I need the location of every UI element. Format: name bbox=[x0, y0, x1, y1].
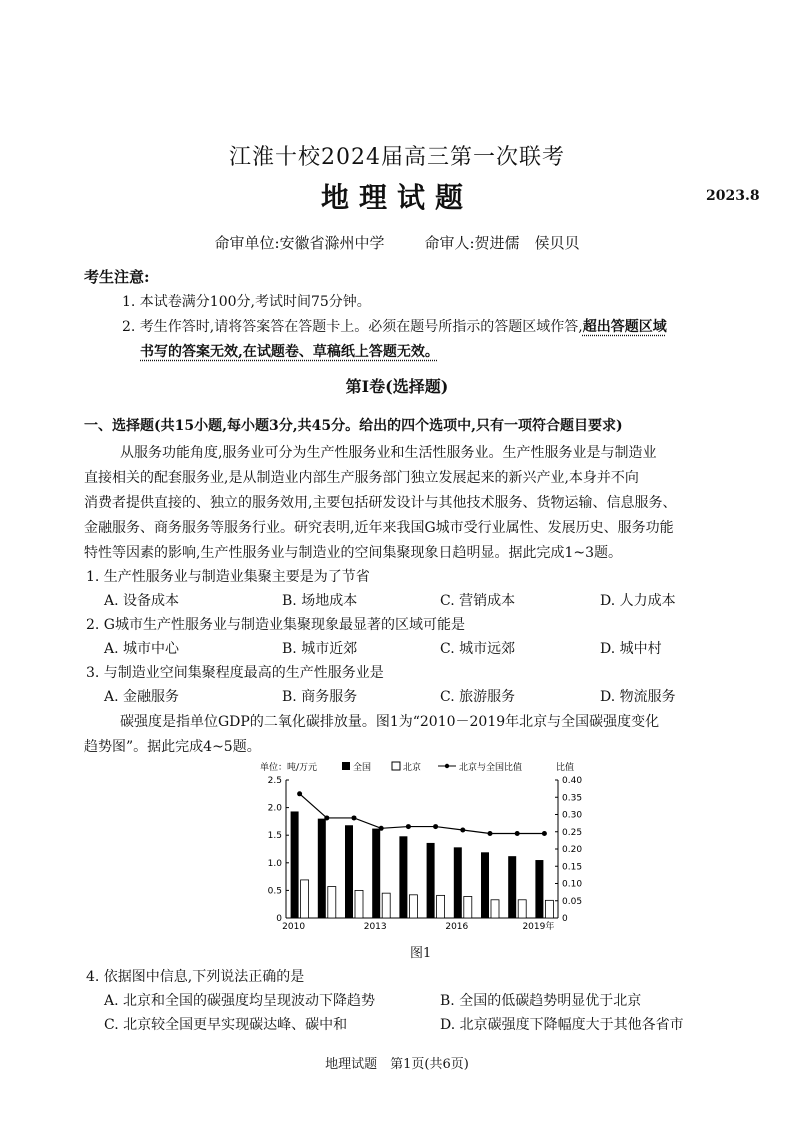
question-4-option-d: D. 北京碳强度下降幅度大于其他各省市 bbox=[440, 1017, 684, 1033]
bar-beijing bbox=[491, 900, 499, 918]
legend-swatch-beijing bbox=[392, 762, 400, 770]
legend-label-beijing: 北京 bbox=[403, 763, 422, 773]
bar-national bbox=[535, 860, 543, 918]
x-axis-tick-label: 2019年 bbox=[522, 922, 555, 932]
x-axis-tick-label: 2013 bbox=[363, 922, 387, 932]
legend-label-national: 全国 bbox=[353, 763, 372, 773]
question-4-option-c: C. 北京较全国更早实现碳达峰、碳中和 bbox=[104, 1017, 348, 1033]
ratio-point bbox=[324, 815, 329, 820]
ratio-point bbox=[406, 824, 411, 829]
left-axis-tick-label: 1.5 bbox=[267, 831, 282, 842]
bar-national bbox=[427, 843, 435, 918]
right-axis-tick-label: 0.25 bbox=[562, 827, 583, 838]
exam-series-title: 江淮十校2024届高三第一次联考 bbox=[229, 145, 565, 170]
question-1-option-a: A. 设备成本 bbox=[104, 593, 180, 609]
exam-organizer: 命审单位:安徽省滁州中学 bbox=[214, 234, 385, 252]
ratio-point bbox=[460, 828, 465, 833]
ratio-point bbox=[297, 791, 302, 796]
right-axis-tick-label: 0.35 bbox=[562, 793, 583, 804]
ratio-point bbox=[542, 831, 547, 836]
right-axis-tick-label: 0.30 bbox=[562, 810, 583, 821]
notice-item-1: 1. 本试卷满分100分,考试时间75分钟。 bbox=[122, 294, 371, 310]
right-axis-tick-label: 0.10 bbox=[562, 879, 583, 890]
ratio-point bbox=[515, 831, 520, 836]
bar-national bbox=[372, 829, 380, 918]
question-2-option-c: C. 城市远郊 bbox=[440, 641, 516, 657]
bar-national bbox=[399, 836, 407, 918]
notice-item-2-emphasis: 超出答题区域 bbox=[582, 319, 667, 335]
passage-1-line: 从服务功能角度,服务业可分为生产性服务业和生活性服务业。生产性服务业是与制造业 bbox=[120, 445, 657, 461]
bar-beijing bbox=[382, 893, 390, 918]
left-axis-tick-label: 1.0 bbox=[267, 858, 282, 869]
question-2-option-a: A. 城市中心 bbox=[104, 641, 180, 657]
left-axis-tick-label: 2.5 bbox=[267, 776, 282, 786]
passage-2-line: 趋势图”。据此完成4~5题。 bbox=[84, 739, 261, 755]
carbon-intensity-chart bbox=[258, 760, 588, 940]
bar-national bbox=[345, 825, 353, 918]
part1-heading: 一、选择题(共15小题,每小题3分,共45分。给出的四个选项中,只有一项符合题目要求) bbox=[84, 418, 623, 434]
x-axis-tick-label: 2010 bbox=[282, 922, 306, 932]
bar-beijing bbox=[437, 895, 445, 918]
right-axis-tick-label: 0.15 bbox=[562, 862, 583, 873]
bar-beijing bbox=[301, 880, 309, 918]
question-1-option-c: C. 营销成本 bbox=[440, 593, 516, 609]
ratio-point bbox=[352, 815, 357, 820]
question-2-option-b: B. 城市近郊 bbox=[282, 641, 358, 657]
question-2-stem: 2. G城市生产性服务业与制造业集聚现象最显著的区域可能是 bbox=[86, 617, 465, 633]
exam-subject-title: 地理试题 bbox=[320, 181, 473, 214]
legend-swatch-ratio-marker bbox=[445, 764, 449, 768]
question-3-option-a: A. 金融服务 bbox=[104, 689, 180, 705]
bar-beijing bbox=[355, 890, 363, 918]
bar-beijing bbox=[328, 887, 336, 918]
question-3-option-d: D. 物流服务 bbox=[600, 689, 676, 705]
question-1-option-d: D. 人力成本 bbox=[600, 593, 676, 609]
legend-swatch-national bbox=[342, 762, 350, 770]
right-axis-tick-label: 0.20 bbox=[562, 845, 583, 855]
question-3-stem: 3. 与制造业空间集聚程度最高的生产性服务业是 bbox=[86, 665, 384, 681]
question-4-option-a: A. 北京和全国的碳强度均呈现波动下降趋势 bbox=[104, 993, 376, 1009]
notice-item-2-text: 2. 考生作答时,请将答案答在答题卡上。必须在题号所指示的答题区域作答, bbox=[122, 319, 583, 335]
question-4-option-b: B. 全国的低碳趋势明显优于北京 bbox=[440, 993, 642, 1009]
notice-item-2 bbox=[122, 316, 667, 336]
exam-info-line bbox=[0, 232, 794, 253]
passage-2-line: 碳强度是指单位GDP的二氧化碳排放量。图1为“2010－2019年北京与全国碳强度变化 bbox=[120, 714, 660, 730]
bar-beijing bbox=[518, 900, 526, 918]
right-axis-tick-label: 0.40 bbox=[562, 776, 583, 786]
question-1-stem: 1. 生产性服务业与制造业集聚主要是为了节省 bbox=[86, 569, 370, 585]
x-axis-tick-label: 2016 bbox=[445, 922, 469, 932]
exam-authors: 命审人:贺进儒 侯贝贝 bbox=[424, 234, 580, 252]
left-axis-label: 单位：吨/万元 bbox=[260, 763, 318, 773]
section-title: 第I卷(选择题) bbox=[345, 377, 449, 396]
bar-national bbox=[481, 852, 489, 918]
left-axis-tick-label: 0 bbox=[276, 914, 282, 924]
ratio-point bbox=[433, 824, 438, 829]
page-footer: 地理试题 第1页(共6页) bbox=[325, 1057, 469, 1072]
left-axis-tick-label: 2.0 bbox=[267, 803, 282, 814]
notice-heading: 考生注意: bbox=[84, 268, 150, 286]
question-1-option-b: B. 场地成本 bbox=[282, 593, 358, 609]
question-4-stem: 4. 依据图中信息,下列说法正确的是 bbox=[86, 969, 305, 985]
notice-item-2-emphasis-cont: 书写的答案无效,在试题卷、草稿纸上答题无效。 bbox=[140, 344, 439, 360]
ratio-point bbox=[488, 831, 493, 836]
bar-national bbox=[318, 819, 326, 918]
passage-1-line: 金融服务、商务服务等服务行业。研究表明,近年来我国G城市受行业属性、发展历史、服务功能 bbox=[84, 520, 674, 536]
passage-1-line: 消费者提供直接的、独立的服务效用,主要包括研发设计与其他技术服务、货物运输、信息服务、 bbox=[84, 495, 677, 511]
ratio-line bbox=[300, 794, 545, 834]
ratio-point bbox=[379, 826, 384, 831]
right-axis-tick-label: 0.05 bbox=[562, 896, 583, 907]
right-axis-label: 比值 bbox=[556, 763, 575, 773]
passage-1-line: 特性等因素的影响,生产性服务业与制造业的空间集聚现象日趋明显。据此完成1~3题。 bbox=[84, 545, 622, 561]
legend-label-ratio: 北京与全国比值 bbox=[459, 763, 523, 773]
passage-1-line: 直接相关的配套服务业,是从制造业内部生产服务部门独立发展起来的新兴产业,本身并不向 bbox=[84, 470, 639, 486]
exam-date: 2023.8 bbox=[706, 188, 760, 204]
left-axis-tick-label: 0.5 bbox=[267, 886, 282, 897]
bar-national bbox=[454, 847, 462, 918]
question-2-option-d: D. 城中村 bbox=[600, 641, 662, 657]
right-axis-tick-label: 0 bbox=[562, 914, 568, 924]
bar-national bbox=[291, 811, 299, 918]
bar-beijing bbox=[545, 900, 553, 918]
bar-beijing bbox=[409, 895, 417, 918]
bar-beijing bbox=[464, 896, 472, 918]
question-3-option-c: C. 旅游服务 bbox=[440, 689, 516, 705]
figure-caption: 图1 bbox=[410, 946, 432, 961]
question-3-option-b: B. 商务服务 bbox=[282, 689, 358, 705]
bar-national bbox=[508, 856, 516, 918]
